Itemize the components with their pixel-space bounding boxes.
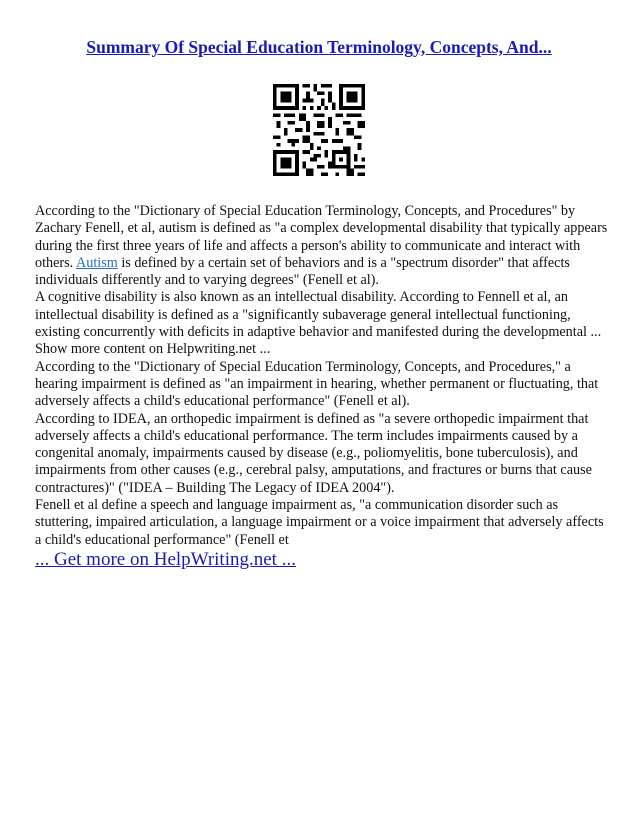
show-more-text: Show more content on Helpwriting.net ... [35,341,271,358]
get-more-link[interactable]: ... Get more on HelpWriting.net ... [35,549,296,570]
document-body [35,203,608,549]
document-title-link[interactable]: Summary Of Special Education Terminology, Concepts, And... [86,37,552,57]
paragraph-speech: Fenell et al define a speech and language impairment as, "a communication disorder such as stuttering, impaired articulation, a language impairment or a voice impairment that adversely affects a child's educational performance" (Fenell et [35,497,604,548]
paragraph-autism [35,203,608,289]
paragraph-autism-text-end: is defined by a certain set of behaviors and is a "spectrum disorder" that affects individuals differently and to varying degrees" (Fenell et al). [35,254,570,289]
paragraph-autism-text-start: According to the "Dictionary of Special Education Terminology, Concepts, and Procedures" by Zachary Fenell, et al, autism is defined as "a complex developmental disability that typically appears during the first three years of life and affects a person's ability to communicate and interact with others. [35,203,608,271]
paragraph-hearing: According to the "Dictionary of Special Education Terminology, Concepts, and Procedures," a hearing impairment is defined as "an impairment in hearing, whether permanent or fluctuating, that adversely affects a child's educational performance" (Fenell et al). [35,358,599,410]
autism-link[interactable]: Autism [75,254,118,271]
qr-code-icon [273,84,365,176]
paragraph-orthopedic: According to IDEA, an orthopedic impairment is defined as "a severe orthopedic impairment that adversely affects a child's educational performance. The term includes impairments caused by a congenital anomaly, impairments caused by disease (e.g., poliomyelitis, bone tuberculosis), and impairments from other causes (e.g., cerebral palsy, amputations, and fractures or burns that cause contractures)" ("IDEA – Building The Legacy of IDEA 2004"). [35,410,592,496]
paragraph-cognitive: A cognitive disability is also known as an intellectual disability. According to Fennell et al, an intellectual disability is defined as a "significantly subaverage general intellectual functioning, existing concurrently with deficits in adaptive behavior and manifested during the developmental ... [35,289,602,341]
